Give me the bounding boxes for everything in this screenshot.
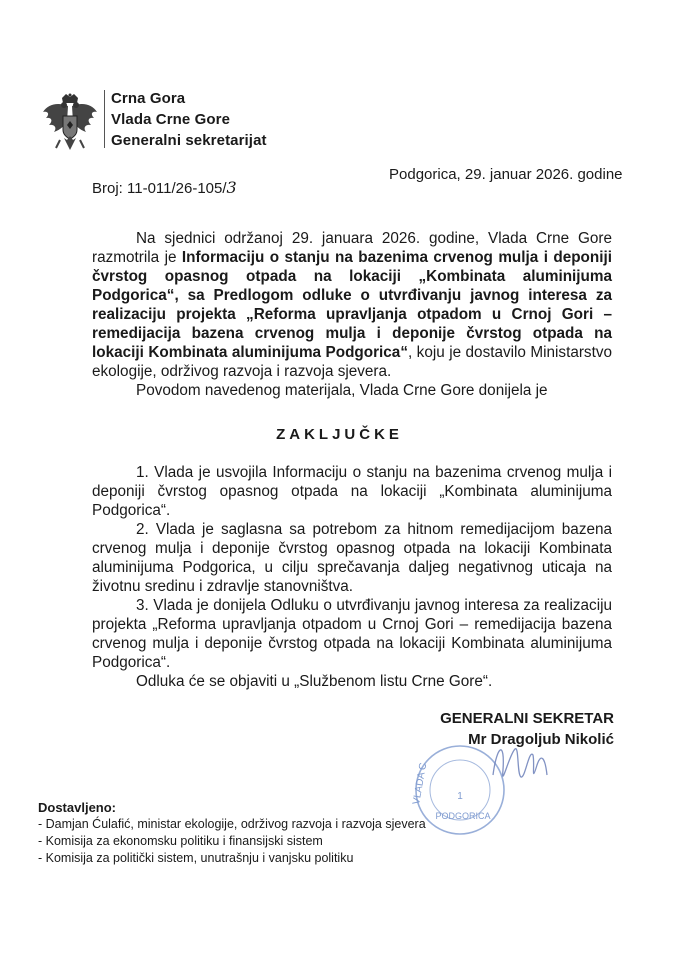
distribution-item-3: - Komisija za politički sistem, unutrašnju i vanjsku politiku	[38, 851, 354, 865]
intro-text-b: , koju je dostavilo Ministarstvo ekologije, održivog razvoja i razvoja sjevera.	[92, 344, 612, 380]
signature-name: Mr Dragoljub Nikolić	[468, 731, 614, 748]
place-date: Podgorica, 29. januar 2026. godine	[389, 166, 623, 183]
conclusion-item-2: 2. Vlada je saglasna sa potrebom za hitnom remedijacijom bazena crvenog mulja i deponije čvrstog opasnog otpada na lokaciji Kombinata aluminijuma Podgorica, u cilju sprečavanja daljeg negativnog uticaja na životnu sredinu i zdravlje stanovništva.	[92, 521, 612, 595]
header-line-3: Generalni sekretarijat	[111, 132, 267, 149]
distribution-item-2: - Komisija za ekonomsku politiku i finansijski sistem	[38, 834, 323, 848]
signature-title: GENERALNI SEKRETAR	[440, 710, 614, 727]
intro-bold-subject: Informaciju o stanju na bazenima crvenog mulja i deponiji čvrstog opasnog otpada na lokaciji „Kombinata aluminijuma Podgorica“, sa Predlogom odluke o utvrđivanju javnog interesa za realizaciju projekta „Reforma upravljanja otpadom u Crnoj Gori – remedijacija bazena crvenog mulja i deponije čvrstog otpada na lokaciji Kombinata aluminijuma Podgorica“	[92, 249, 612, 361]
conclusions-heading: ZAKLJUČKE	[276, 426, 403, 443]
reference-number-text: Broj: 11-011/26-105/	[92, 180, 227, 197]
stamp-number: 1	[457, 791, 463, 802]
intro-paragraph-2: Povodom navedenog materijala, Vlada Crne Gore donijela je	[136, 382, 548, 399]
reference-number	[92, 178, 237, 197]
header-divider	[104, 90, 105, 148]
coat-of-arms	[40, 92, 100, 156]
conclusions-list	[92, 463, 612, 691]
distribution-item-1: - Damjan Ćulafić, ministar ekologije, održivog razvoja i razvoja sjevera	[38, 817, 426, 831]
stamp-text-left: VLADA C	[411, 762, 430, 806]
distribution-title: Dostavljeno:	[38, 800, 117, 815]
handwritten-number: 3	[226, 178, 237, 197]
conclusion-item-1: 1. Vlada je usvojila Informaciju o stanju na bazenima crvenog mulja i deponiji čvrstog opasnog otpada na lokaciji „Kombinata aluminijuma Podgorica“.	[92, 464, 612, 519]
header-line-2: Vlada Crne Gore	[111, 111, 231, 128]
conclusion-item-3: 3. Vlada je donijela Odluku o utvrđivanju javnog interesa za realizaciju projekta „Reforma upravljanja otpadom u Crnoj Gori – remedijacija bazena crvenog mulja i deponije čvrstog otpada na lokaciji Kombinata aluminijuma Podgorica“.	[92, 597, 612, 671]
official-stamp	[405, 735, 555, 841]
stamp-text-bottom: PODGORICA	[435, 811, 491, 821]
closing-sentence: Odluka će se objaviti u „Službenom listu Crne Gore“.	[136, 673, 493, 690]
intro-paragraph	[92, 229, 612, 400]
montenegro-coat-of-arms-icon	[40, 92, 100, 156]
header-line-1: Crna Gora	[111, 90, 186, 107]
intro-text-a: Na sjednici održanoj 29. januara 2026. godine, Vlada Crne Gore razmotrila je	[92, 230, 612, 266]
stamp-seal-icon	[405, 735, 555, 841]
